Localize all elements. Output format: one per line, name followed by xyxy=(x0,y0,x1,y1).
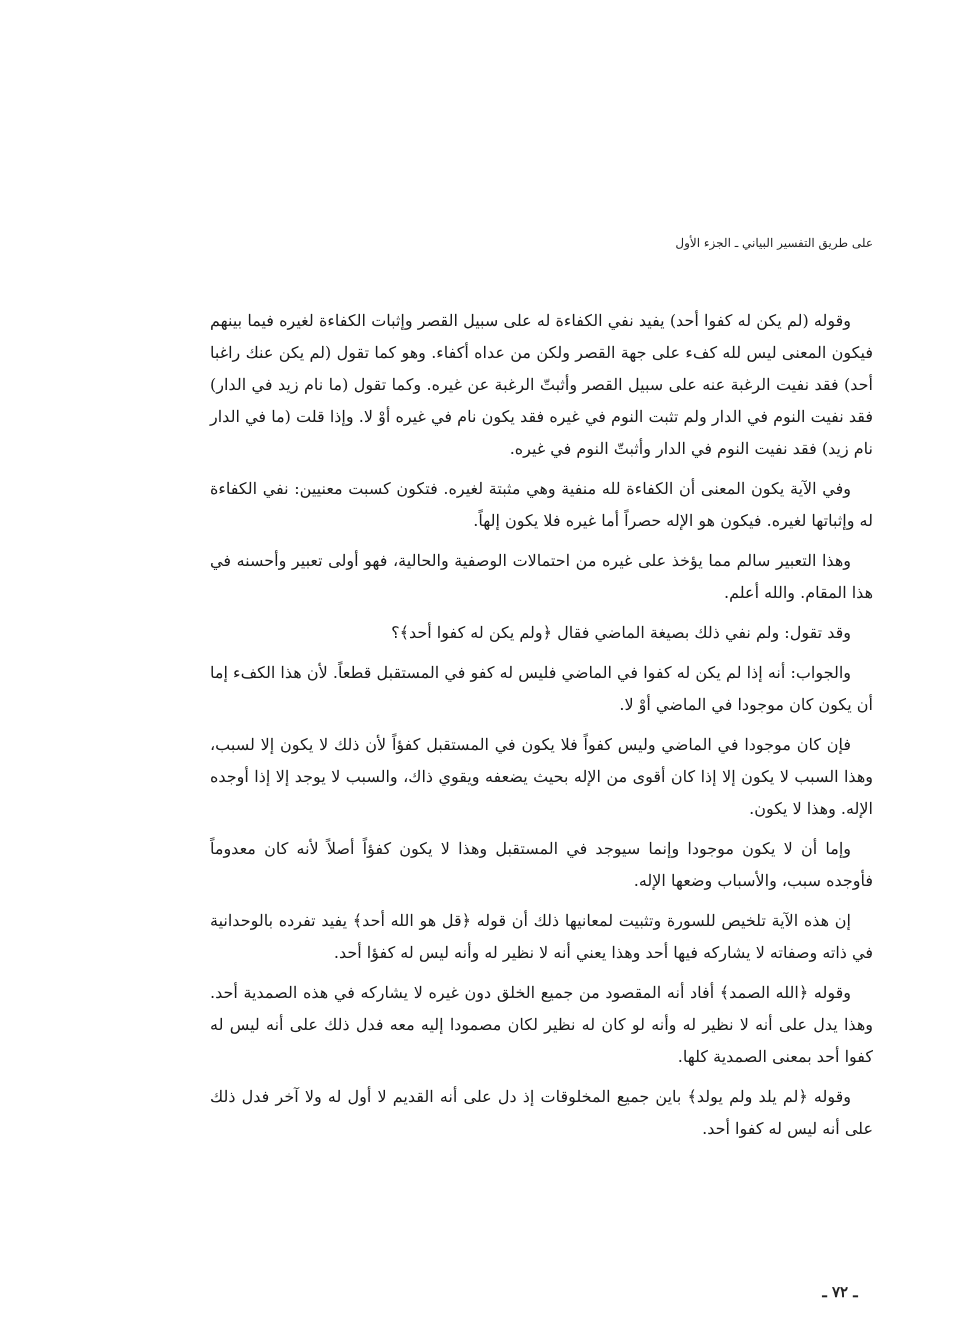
paragraph: إن هذه الآية تلخيص للسورة وتثبيت لمعانيها ذلك أن قوله ﴿قل هو الله أحد﴾ يفيد تفرده بالوحدانية في ذاته وصفاته لا يشاركه فيها أحد وهذا يعني أنه لا نظير له وأنه ليس له كفؤا أحد. xyxy=(210,911,873,962)
page-number: ـ ٧٢ ـ xyxy=(822,1283,858,1301)
running-header: على طريق التفسير البياني ـ الجزء الأول xyxy=(675,236,873,250)
paragraph: فإن كان موجودا في الماضي وليس كفواً فلا يكون في المستقبل كفؤاً لأن ذلك لا يكون إلا لسبب، وهذا السبب لا يكون إلا إذا كان أقوى من الإله بحيث يضعفه ويقوي ذاك، والسبب لا يوجد إلا إذا أوجده الإله. وهذا لا يكون. xyxy=(210,735,873,818)
paragraph: وهذا التعبير سالم مما يؤخذ على غيره من احتمالات الوصفية والحالية، فهو أولى تعبير وأحسنه في هذا المقام. والله أعلم. xyxy=(210,551,873,602)
paragraph: وقوله (لم يكن له كفوا أحد) يفيد نفي الكفاءة له على سبيل القصر وإثبات الكفاءة لغيره فيما بينهم فيكون المعنى ليس لله كفء على جهة القصر ولكن من عداه أكفاء. وهو كما تقول (لم يكن عنك راغبا أحد) فقد نفيت الرغبة عنه على سبيل القصر وأثبتّ الرغبة عن غيره. وكما تقول (ما نام زيد في الدار) فقد نفيت النوم في الدار ولم تثبت النوم في غيره فقد يكون نام في غيره أوْ لا. وإذا قلت (ما في الدار نام زيد) فقد نفيت النوم في الدار وأثبتّ النوم في غيره. xyxy=(210,311,873,458)
paragraph: وفي الآية يكون المعنى أن الكفاءة لله منفية وهي مثبتة لغيره. فتكون كسبت معنيين: نفي الكفاءة له وإثباتها لغيره. فيكون هو الإله حصراً أما غيره فلا يكون إلهاً. xyxy=(210,479,873,530)
paragraph: وقد تقول: ولم نفي ذلك بصيغة الماضي فقال ﴿ولم يكن له كفوا أحد﴾؟ xyxy=(391,623,851,642)
paragraph: وقوله ﴿لم يلد ولم يولد﴾ باين جميع المخلوقات إذ دل على أنه القديم لا أول له ولا آخر فدل ذلك على أنه ليس له كفوا أحد. xyxy=(210,1087,873,1138)
paragraph: والجواب: أنه إذا لم يكن له كفوا في الماضي فليس له كفو في المستقبل قطعاً. لأن هذا الكفء إما أن يكون كان موجودا في الماضي أوْ لا. xyxy=(210,663,873,714)
paragraph: وإما أن لا يكون موجودا وإنما سيوجد في المستقبل وهذا لا يكون كفؤاً أصلاً لأنه كان معدوماً فأوجده سبب، والأسباب وضعها الإله. xyxy=(210,839,873,890)
paragraph: وقوله ﴿الله الصمد﴾ أفاد أنه المقصود من جميع الخلق دون غيره لا يشاركه في هذه الصمدية أحد. وهذا يدل على أنه لا نظير له وأنه لو كان له نظير لكان مصمودا إليه معه فدل ذلك على أنه ليس له كفوا أحد بمعنى الصمدية كلها. xyxy=(210,983,873,1066)
body-text xyxy=(210,305,873,1153)
